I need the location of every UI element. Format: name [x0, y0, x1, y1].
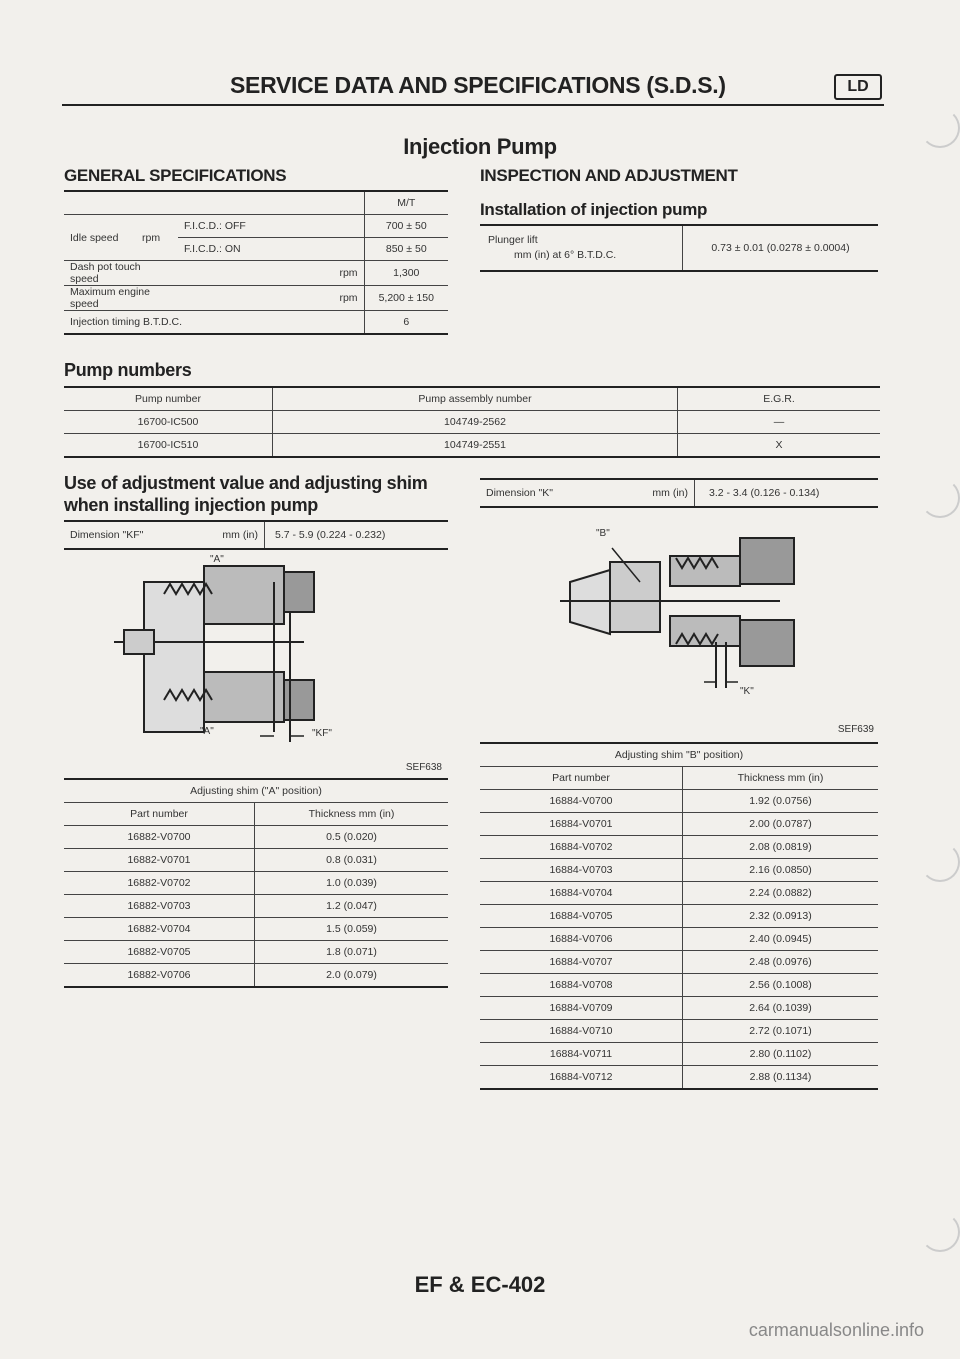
- k-unit: mm (in): [602, 479, 695, 507]
- thickness: 2.0 (0.079): [255, 964, 449, 988]
- max-label: Maximum engine speed: [64, 286, 178, 311]
- part-number: 16882-V0703: [64, 895, 255, 918]
- k-value: 3.2 - 3.4 (0.126 - 0.134): [695, 479, 879, 507]
- idle-unit: rpm: [136, 215, 178, 261]
- part-number: 16882-V0701: [64, 849, 255, 872]
- kf-label: Dimension "KF": [64, 521, 182, 549]
- idle-off-value: 700 ± 50: [364, 215, 448, 238]
- thickness: 2.72 (0.1071): [683, 1020, 879, 1043]
- shim-a-col-part: Part number: [64, 803, 255, 826]
- adjust-heading-line1: Use of adjustment value and adjusting shim: [64, 473, 428, 493]
- injection-pump-drawing-b: [480, 512, 878, 738]
- thickness: 1.8 (0.071): [255, 941, 449, 964]
- thickness: 1.5 (0.059): [255, 918, 449, 941]
- part-number: 16884-V0702: [480, 836, 683, 859]
- part-number: 16882-V0706: [64, 964, 255, 988]
- pump-col-number: Pump number: [64, 387, 273, 411]
- header-title: SERVICE DATA AND SPECIFICATIONS (S.D.S.): [230, 72, 726, 98]
- timing-value: 6: [364, 311, 448, 335]
- part-number: 16884-V0706: [480, 928, 683, 951]
- shim-b-title: Adjusting shim "B" position): [480, 743, 878, 767]
- thickness: 2.48 (0.0976): [683, 951, 879, 974]
- thickness: 2.40 (0.0945): [683, 928, 879, 951]
- plunger-label: Plunger lift: [488, 234, 538, 246]
- shim-b-col-part: Part number: [480, 767, 683, 790]
- thickness: 0.5 (0.020): [255, 826, 449, 849]
- table-row: [64, 826, 448, 849]
- edge-mark: [920, 108, 960, 148]
- part-number: 16884-V0710: [480, 1020, 683, 1043]
- max-unit: rpm: [178, 286, 364, 311]
- fig-label-a-top: "A": [210, 554, 224, 565]
- figure-sef639: [480, 512, 878, 738]
- dash-value: 1,300: [364, 261, 448, 286]
- plunger-unit: mm (in) at 6° B.T.D.C.: [514, 249, 617, 261]
- table-row: [480, 905, 878, 928]
- table-row: [480, 974, 878, 997]
- general-spec-table: [64, 190, 448, 335]
- table-row: [64, 434, 880, 458]
- thickness: 2.00 (0.0787): [683, 813, 879, 836]
- page-title: Injection Pump: [403, 134, 557, 159]
- table-row: [480, 1066, 878, 1090]
- part-number: 16884-V0703: [480, 859, 683, 882]
- fig-label-b: "B": [596, 528, 610, 539]
- table-row: [480, 928, 878, 951]
- part-number: 16884-V0700: [480, 790, 683, 813]
- fig-label-k: "K": [740, 686, 754, 697]
- pump-col-egr: E.G.R.: [678, 387, 881, 411]
- plunger-table: [480, 224, 878, 272]
- thickness: 2.80 (0.1102): [683, 1043, 879, 1066]
- part-number: 16884-V0708: [480, 974, 683, 997]
- table-row: [64, 918, 448, 941]
- dash-unit: rpm: [178, 261, 364, 286]
- pump-numbers-table: [64, 386, 880, 458]
- fig-label-a-bottom: "A": [200, 726, 214, 737]
- plunger-label-cell: [480, 225, 683, 271]
- idle-off-label: F.I.C.D.: OFF: [178, 215, 364, 238]
- part-number: 16882-V0704: [64, 918, 255, 941]
- page-number: EF & EC-402: [414, 1272, 546, 1297]
- pump-number: 16700-IC500: [64, 411, 273, 434]
- inspection-subheading: Installation of injection pump: [480, 200, 708, 219]
- part-number: 16884-V0711: [480, 1043, 683, 1066]
- table-row: [480, 882, 878, 905]
- thickness: 2.16 (0.0850): [683, 859, 879, 882]
- idle-on-value: 850 ± 50: [364, 238, 448, 261]
- idle-on-label: F.I.C.D.: ON: [178, 238, 364, 261]
- edge-mark: [920, 1212, 960, 1252]
- table-row: [480, 1020, 878, 1043]
- fig-code-sef638: SEF638: [405, 762, 442, 773]
- k-label: Dimension "K": [480, 479, 602, 507]
- idle-label: Idle speed: [64, 215, 136, 261]
- watermark: carmanualsonline.info: [748, 1320, 924, 1340]
- table-row: [480, 859, 878, 882]
- shim-b-table: [480, 742, 878, 1090]
- edge-mark: [920, 842, 960, 882]
- fig-code-sef639: SEF639: [837, 724, 874, 735]
- table-row: [480, 813, 878, 836]
- shim-b-col-thickness: Thickness mm (in): [683, 767, 879, 790]
- thickness: 2.32 (0.0913): [683, 905, 879, 928]
- pump-numbers-heading: Pump numbers: [64, 360, 192, 380]
- plunger-value: 0.73 ± 0.01 (0.0278 ± 0.0004): [683, 225, 879, 271]
- part-number: 16882-V0702: [64, 872, 255, 895]
- injection-pump-drawing-a: [64, 552, 448, 776]
- thickness: 1.0 (0.039): [255, 872, 449, 895]
- part-number: 16884-V0705: [480, 905, 683, 928]
- part-number: 16884-V0712: [480, 1066, 683, 1090]
- table-row: [480, 951, 878, 974]
- table-row: [480, 997, 878, 1020]
- table-row: [480, 836, 878, 859]
- pump-egr: —: [678, 411, 881, 434]
- thickness: 0.8 (0.031): [255, 849, 449, 872]
- pump-assembly: 104749-2551: [273, 434, 678, 458]
- thickness: 2.08 (0.0819): [683, 836, 879, 859]
- thickness: 1.92 (0.0756): [683, 790, 879, 813]
- thickness: 2.24 (0.0882): [683, 882, 879, 905]
- general-heading: GENERAL SPECIFICATIONS: [64, 166, 287, 185]
- kf-table: [64, 520, 448, 550]
- timing-label: Injection timing B.T.D.C.: [64, 311, 364, 335]
- table-row: [64, 849, 448, 872]
- thickness: 2.88 (0.1134): [683, 1066, 879, 1090]
- page-header: [62, 70, 884, 106]
- adjust-heading: [64, 472, 427, 516]
- table-row: [64, 411, 880, 434]
- max-value: 5,200 ± 150: [364, 286, 448, 311]
- figure-sef638: [64, 552, 448, 776]
- pump-egr: X: [678, 434, 881, 458]
- table-row: [480, 790, 878, 813]
- table-row: [64, 941, 448, 964]
- fig-label-kf: "KF": [312, 728, 332, 739]
- dash-label: Dash pot touch speed: [64, 261, 178, 286]
- part-number: 16884-V0704: [480, 882, 683, 905]
- header-badge: LD: [834, 74, 882, 100]
- edge-mark: [920, 478, 960, 518]
- pump-col-assembly: Pump assembly number: [273, 387, 678, 411]
- adjust-heading-line2: when installing injection pump: [64, 495, 319, 515]
- table-row: [64, 964, 448, 988]
- part-number: 16882-V0705: [64, 941, 255, 964]
- part-number: 16882-V0700: [64, 826, 255, 849]
- thickness: 2.64 (0.1039): [683, 997, 879, 1020]
- table-row: [64, 895, 448, 918]
- kf-value: 5.7 - 5.9 (0.224 - 0.232): [265, 521, 449, 549]
- shim-a-title: Adjusting shim ("A" position): [64, 779, 448, 803]
- col-mt: M/T: [364, 191, 448, 215]
- part-number: 16884-V0701: [480, 813, 683, 836]
- table-row: [64, 872, 448, 895]
- k-table: [480, 478, 878, 508]
- table-row: [480, 1043, 878, 1066]
- inspection-heading: INSPECTION AND ADJUSTMENT: [480, 166, 738, 185]
- thickness: 2.56 (0.1008): [683, 974, 879, 997]
- shim-a-table: [64, 778, 448, 988]
- part-number: 16884-V0709: [480, 997, 683, 1020]
- part-number: 16884-V0707: [480, 951, 683, 974]
- pump-number: 16700-IC510: [64, 434, 273, 458]
- shim-a-col-thickness: Thickness mm (in): [255, 803, 449, 826]
- pump-assembly: 104749-2562: [273, 411, 678, 434]
- kf-unit: mm (in): [182, 521, 265, 549]
- thickness: 1.2 (0.047): [255, 895, 449, 918]
